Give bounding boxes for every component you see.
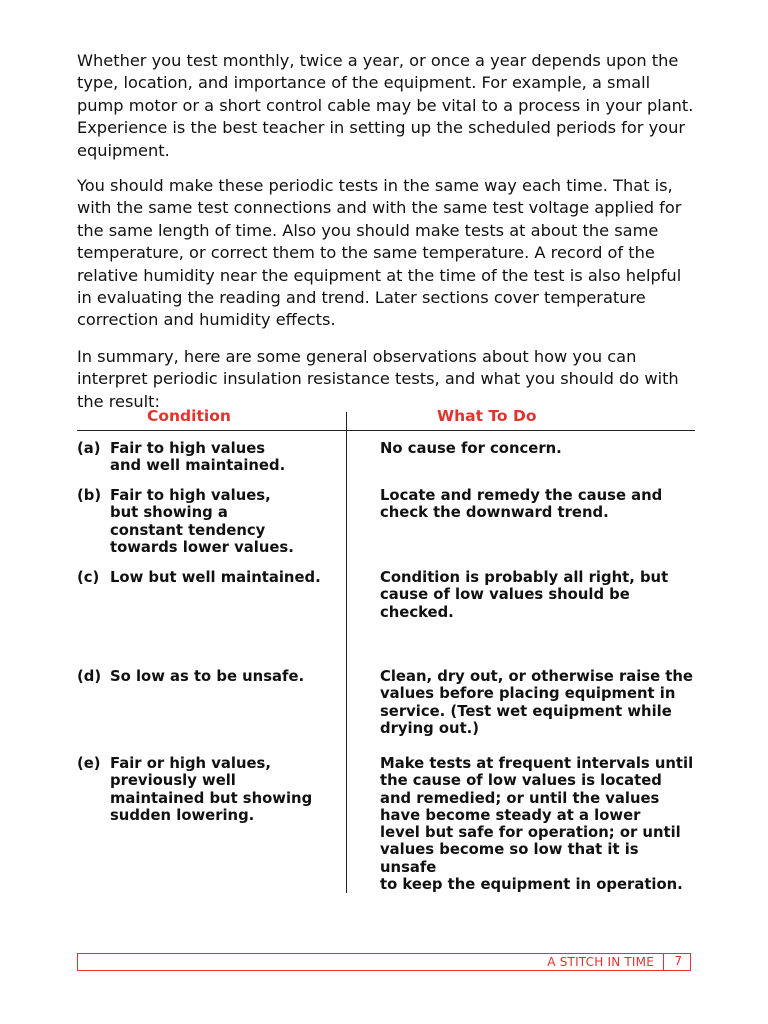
row-label: (e) [77,755,101,772]
row-label: (c) [77,569,100,586]
table-header-divider [77,430,695,431]
footer-title: A STITCH IN TIME [547,955,654,969]
row-what-to-do: Make tests at frequent intervals until the cause of low values is located and remedied; or until the values have become steady at a lower level but safe for operation; or until values become so low that it is unsafe to keep the equipment in operation. [380,755,694,894]
paragraph-test-frequency: Whether you test monthly, twice a year, or once a year depends upon the type, location, and importance of the equipment. For example, a small pump motor or a short control cable may be vital to a process in your plant. Experience is the best teacher in setting up the scheduled periods for your equipment. [77,51,694,160]
paragraph-periodic-tests: You should make these periodic tests in the same way each time. That is, with the same test connections and with the same test voltage applied for the same length of time. Also you should make tests at about the same temperature, or correct them to the same temperature. A record of the relative humidity near the equipment at the time of the test is also helpful in evaluating the reading and trend. Later sections cover temperature correction and humidity effects. [77,176,682,330]
paragraph-summary: In summary, here are some general observations about how you can interpret periodic insulation resistance tests, and what you should do with the result: [77,347,679,411]
row-condition: Fair to high values, but showing a constant tendency towards lower values. [110,487,294,556]
row-label: (a) [77,440,101,457]
row-what-to-do: Clean, dry out, or otherwise raise the values before placing equipment in service. (Test wet equipment while drying out.) [380,668,693,737]
table-header-what-to-do: What To Do [437,407,537,425]
page-footer [77,953,691,971]
row-condition: Fair or high values, previously well maintained but showing sudden lowering. [110,755,313,824]
row-label: (b) [77,487,102,504]
row-what-to-do: Condition is probably all right, but cause of low values should be checked. [380,569,669,621]
table-column-divider [346,412,347,893]
page-number: 7 [674,954,682,968]
footer-divider [663,954,664,970]
row-label: (d) [77,668,102,685]
row-what-to-do: Locate and remedy the cause and check the downward trend. [380,487,663,522]
table-header-condition: Condition [147,407,231,425]
row-condition: So low as to be unsafe. [110,668,305,685]
row-what-to-do: No cause for concern. [380,440,562,457]
row-condition: Fair to high values and well maintained. [110,440,286,475]
row-condition: Low but well maintained. [110,569,321,586]
